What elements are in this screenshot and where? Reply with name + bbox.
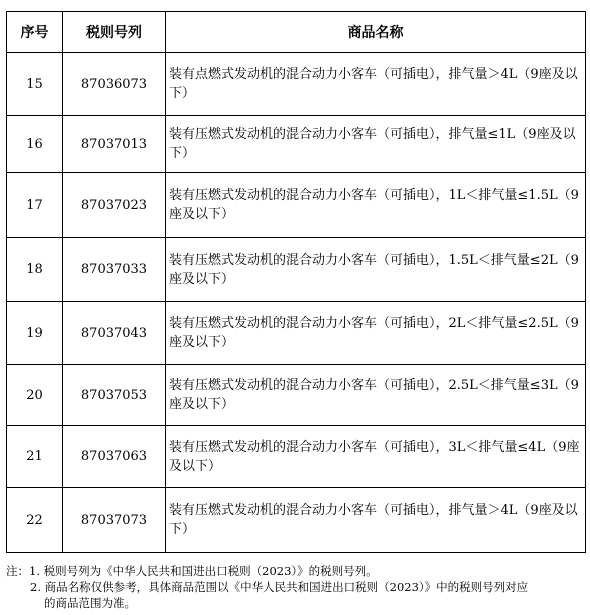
header-name: 商品名称	[166, 12, 586, 53]
cell-name: 装有压燃式发动机的混合动力小客车（可插电），3L＜排气量≤4L（9座及以下）	[166, 426, 586, 488]
cell-name: 装有压燃式发动机的混合动力小客车（可插电），2L＜排气量≤2.5L（9座及以下）	[166, 302, 586, 365]
cell-seq: 19	[7, 302, 63, 365]
table-header-row	[7, 12, 586, 53]
note-2: 2. 商品名称仅供参考，具体商品范围以《中华人民共和国进出口税则（2023）》中的税则号列对应	[30, 580, 529, 594]
cell-code: 87037023	[63, 173, 166, 238]
cell-code: 87037033	[63, 238, 166, 302]
table-row	[7, 488, 586, 553]
cell-seq: 15	[7, 53, 63, 116]
header-seq: 序号	[7, 12, 63, 53]
cell-code: 87037013	[63, 116, 166, 173]
cell-code: 87037063	[63, 426, 166, 488]
table-row	[7, 173, 586, 238]
cell-name: 装有压燃式发动机的混合动力小客车（可插电），1L＜排气量≤1.5L（9座及以下）	[166, 173, 586, 238]
table-row	[7, 426, 586, 488]
note-2-continuation: 的商品范围为准。	[44, 596, 136, 610]
tariff-table	[6, 11, 586, 553]
cell-seq: 21	[7, 426, 63, 488]
table-row	[7, 116, 586, 173]
cell-seq: 22	[7, 488, 63, 553]
cell-seq: 18	[7, 238, 63, 302]
table-notes	[6, 563, 586, 611]
table-row	[7, 302, 586, 365]
cell-code: 87036073	[63, 53, 166, 116]
table-row	[7, 238, 586, 302]
table-row	[7, 365, 586, 426]
cell-name: 装有压燃式发动机的混合动力小客车（可插电），1.5L＜排气量≤2L（9座及以下）	[166, 238, 586, 302]
cell-name: 装有压燃式发动机的混合动力小客车（可插电），2.5L＜排气量≤3L（9座及以下）	[166, 365, 586, 426]
cell-name: 装有压燃式发动机的混合动力小客车（可插电），排气量≤1L（9座及以下）	[166, 116, 586, 173]
cell-code: 87037053	[63, 365, 166, 426]
cell-name: 装有压燃式发动机的混合动力小客车（可插电），排气量＞4L（9座及以下）	[166, 488, 586, 553]
note-1: 注：1. 税则号列为《中华人民共和国进出口税则（2023）》的税则号列。	[6, 564, 378, 578]
cell-seq: 16	[7, 116, 63, 173]
cell-seq: 20	[7, 365, 63, 426]
cell-code: 87037043	[63, 302, 166, 365]
cell-name: 装有点燃式发动机的混合动力小客车（可插电），排气量＞4L（9座及以下）	[166, 53, 586, 116]
table-row	[7, 53, 586, 116]
cell-code: 87037073	[63, 488, 166, 553]
cell-seq: 17	[7, 173, 63, 238]
header-code: 税则号列	[63, 12, 166, 53]
